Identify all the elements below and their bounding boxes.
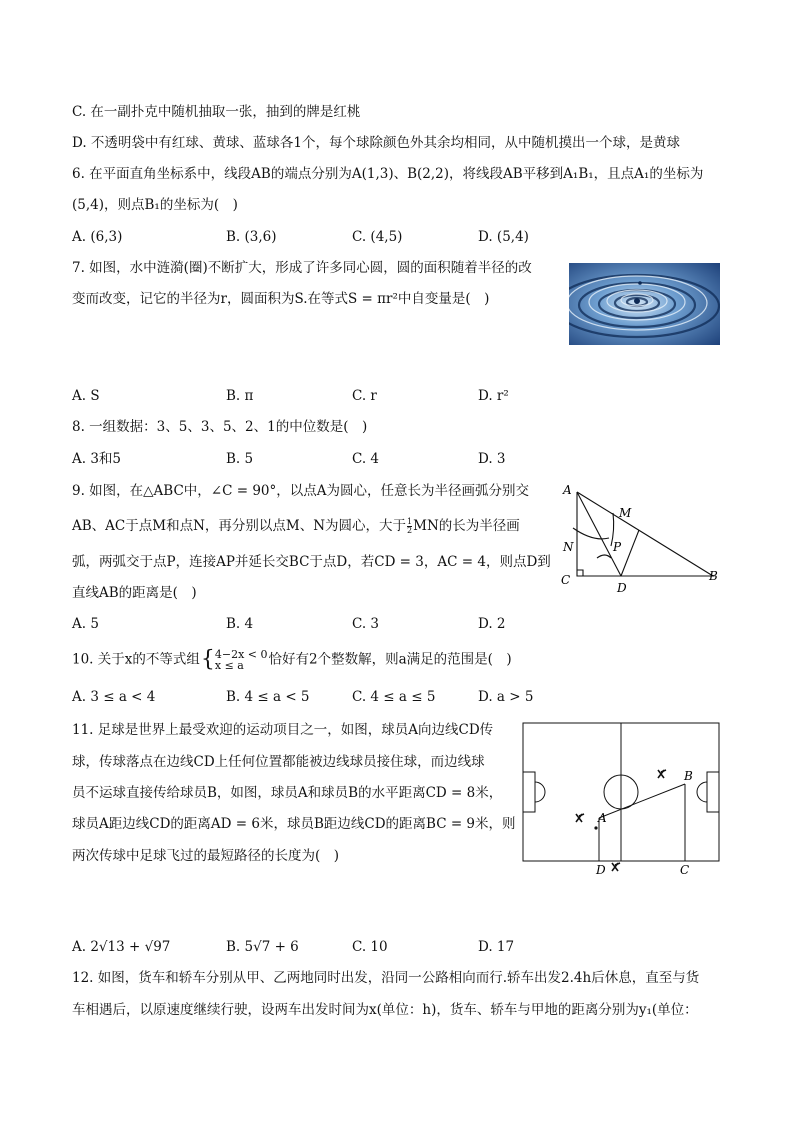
q11-option-a: A. 2√13 + √97 xyxy=(72,939,171,955)
q7-stem-line2: 变而改变，记它的半径为r，圆面积为S.在等式S = πr²中自变量是( ) xyxy=(72,291,490,307)
q11-option-d: D. 17 xyxy=(478,939,515,955)
triangle-label-a: A xyxy=(563,483,572,497)
q10-option-c: C. 4 ≤ a ≤ 5 xyxy=(352,689,436,705)
q11-option-b: B. 5√7 + 6 xyxy=(226,939,299,955)
fraction-numerator: 1 xyxy=(407,517,413,526)
triangle-label-n: N xyxy=(563,540,574,554)
field-label-c: C xyxy=(680,863,690,877)
q12-stem-line2: 车相遇后，以原速度继续行驶，设两车出发时间为x(单位：h)，货车、轿车与甲地的距离分别为y₁(单位： xyxy=(72,1002,698,1018)
q7-option-a: A. S xyxy=(72,388,100,404)
q10-stem-pre: 10. 关于x的不等式组 xyxy=(72,651,200,668)
q5-option-c: C. 在一副扑克中随机抽取一张，抽到的牌是红桃 xyxy=(72,104,361,120)
q7-option-d: D. r² xyxy=(478,388,509,404)
player-a-icon xyxy=(576,814,584,822)
q8-option-b: B. 5 xyxy=(226,451,254,467)
player-d-icon xyxy=(612,863,620,871)
q9-option-b: B. 4 xyxy=(226,616,254,632)
q6-stem-line1: 6. 在平面直角坐标系中，线段AB的端点分别为A(1,3)、B(2,2)，将线段AB平移到A₁B₁，且点A₁的坐标为 xyxy=(72,166,704,182)
q11-stem-line5: 两次传球中足球飞过的最短路径的长度为( ) xyxy=(72,848,340,864)
q11-option-c: C. 10 xyxy=(352,939,388,955)
q8-stem: 8. 一组数据：3、5、3、5、2、1的中位数是( ) xyxy=(72,419,368,435)
half-fraction xyxy=(407,518,412,535)
triangle-label-c: C xyxy=(561,573,571,587)
triangle-figure xyxy=(553,480,728,600)
field-label-d: D xyxy=(596,863,606,877)
q9-stem-line2 xyxy=(72,516,520,536)
q11-stem-line3: 员不运球直接传给球员B，如图，球员A和球员B的水平距离CD = 8米， xyxy=(72,785,503,801)
q6-option-a: A. (6,3) xyxy=(72,229,123,245)
field-label-b: B xyxy=(684,769,693,783)
q9-stem-line1: 9. 如图，在△ABC中，∠C = 90°，以点A为圆心，任意长为半径画弧分别交 xyxy=(72,483,530,499)
q8-option-d: D. 3 xyxy=(478,451,506,467)
q9-line2-post: MN的长为半径画 xyxy=(413,518,520,534)
q7-option-c: C. r xyxy=(352,388,377,404)
q11-stem-line4: 球员A距边线CD的距离AD = 6米，球员B距边线CD的距离BC = 9米，则 xyxy=(72,816,516,832)
q9-option-d: D. 2 xyxy=(478,616,506,632)
fraction-denominator: 2 xyxy=(407,526,413,535)
q6-option-d: D. (5,4) xyxy=(478,229,529,245)
q6-option-b: B. (3,6) xyxy=(226,229,277,245)
q6-option-c: C. (4,5) xyxy=(352,229,403,245)
triangle-label-d: D xyxy=(617,581,627,595)
q12-stem-line1: 12. 如图，货车和轿车分别从甲、乙两地同时出发，沿同一公路相向而行.轿车出发2.4h后休息，直至与货 xyxy=(72,970,700,986)
inequality-row-1: 4−2x < 0 xyxy=(214,648,268,661)
inequality-row-2: x ≤ a xyxy=(214,659,244,672)
q7-option-b: B. π xyxy=(226,388,254,404)
triangle-label-b: B xyxy=(709,569,718,583)
q9-stem-line3: 弧，两弧交于点P，连接AP并延长交BC于点D，若CD = 3，AC = 4，则点D到 xyxy=(72,554,551,570)
q7-stem-line1: 7. 如图，水中涟漪(圈)不断扩大，形成了许多同心圆，圆的面积随着半径的改 xyxy=(72,260,532,276)
q10-stem-post: 恰好有2个整数解，则a满足的范围是( ) xyxy=(268,651,512,668)
q11-stem-line2: 球，传球落点在边线CD上任何位置都能被边线球员接住球，而边线球 xyxy=(72,754,485,770)
q9-line2-pre: AB、AC于点M和点N，再分别以点M、N为圆心，大于 xyxy=(72,518,407,534)
ripple-photo xyxy=(569,263,720,345)
q5-option-d: D. 不透明袋中有红球、黄球、蓝球各1个，每个球除颜色外其余均相同，从中随机摸出一个球，是黄球 xyxy=(72,135,681,151)
inequality-system: { 4−2x < 0 x ≤ a xyxy=(200,647,268,672)
soccer-field-figure xyxy=(522,722,722,882)
q9-stem-line4: 直线AB的距离是( ) xyxy=(72,585,197,601)
q9-option-a: A. 5 xyxy=(72,616,99,632)
triangle-label-m: M xyxy=(619,506,632,520)
q10-option-d: D. a > 5 xyxy=(478,689,534,705)
q8-option-a: A. 3和5 xyxy=(72,451,122,467)
q10-option-b: B. 4 ≤ a < 5 xyxy=(226,689,310,705)
q11-stem-line1: 11. 足球是世界上最受欢迎的运动项目之一，如图，球员A向边线CD传 xyxy=(72,722,494,738)
q10-option-a: A. 3 ≤ a < 4 xyxy=(72,689,156,705)
q8-option-c: C. 4 xyxy=(352,451,380,467)
q9-option-c: C. 3 xyxy=(352,616,380,632)
q10-stem xyxy=(72,649,512,671)
q6-stem-line2: (5,4)，则点B₁的坐标为( ) xyxy=(72,197,238,213)
triangle-label-p: P xyxy=(613,540,622,554)
player-b-icon xyxy=(658,770,666,778)
field-label-a: A xyxy=(598,811,607,825)
